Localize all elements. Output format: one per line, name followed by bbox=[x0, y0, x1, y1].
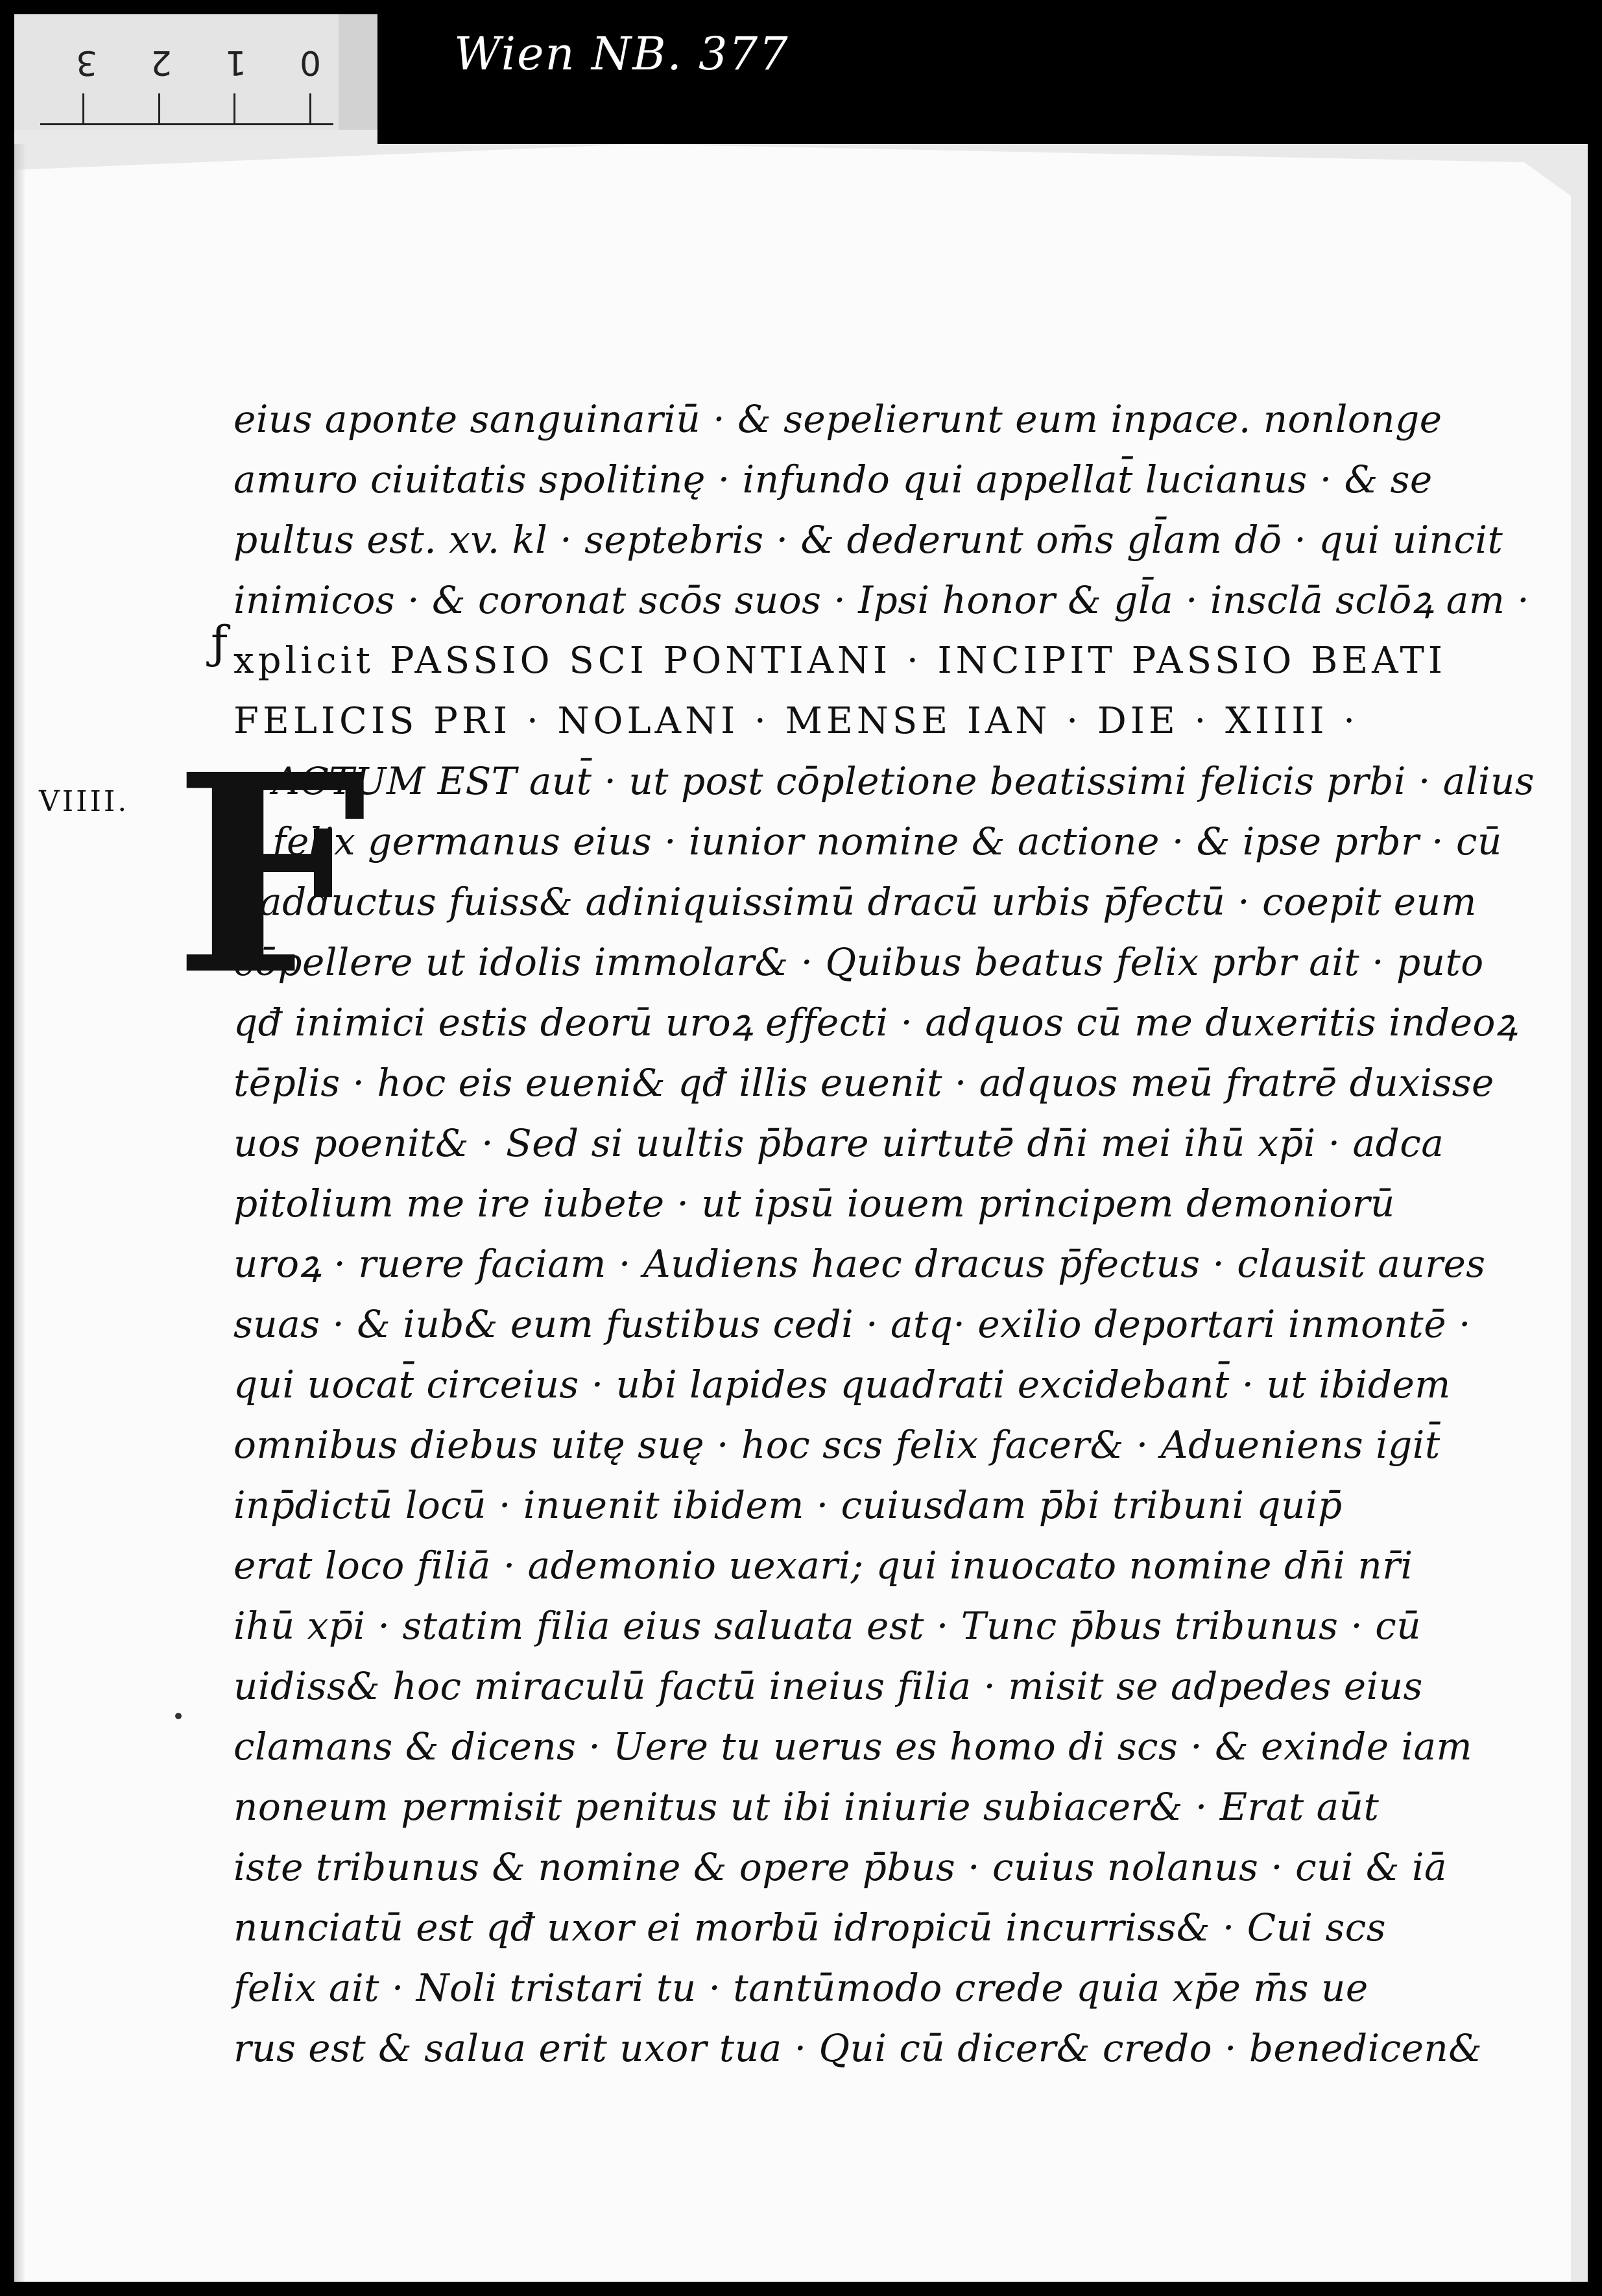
text-line: pultus est. xv. kl · septebris · & dederunt om̄s gl̄am dō · qui uincit bbox=[233, 518, 1503, 562]
text-line: ACTUM EST aut̄ · ut post cōpletione beatissimi felicis prbi · alius bbox=[272, 759, 1535, 803]
text-line: adductus fuiss& adiniquissimū dracū urbis p̄fectū · coepit eum bbox=[259, 880, 1477, 924]
text-line: erat loco filiā · ademonio uexari; qui inuocato nomine dn̄i nr̄i bbox=[233, 1543, 1413, 1588]
ruler-number: 2 bbox=[150, 43, 173, 82]
margin-dot bbox=[175, 1713, 182, 1719]
decorated-initial: F bbox=[174, 716, 368, 1035]
rubric-line: xplicit PASSIO SCI PONTIANI · INCIPIT PASSIO BEATI bbox=[233, 640, 1447, 682]
text-line: iste tribunus & nomine & opere p̄bus · cuius nolanus · cui & iā bbox=[233, 1845, 1448, 1889]
ruler-tick bbox=[158, 93, 160, 125]
text-line: amuro ciuitatis spolitinę · infundo qui appellat̄ lucianus · & se bbox=[233, 457, 1433, 501]
text-line: cōpellere ut idolis immolar& · Quibus beatus felix prbr ait · puto bbox=[233, 940, 1484, 984]
text-line: felix ait · Noli tristari tu · tantūmodo crede quia xp̄e m̄s ue bbox=[233, 1966, 1369, 2010]
ruler-number: 3 bbox=[76, 43, 98, 82]
text-line: qui uocat̄ circeius · ubi lapides quadrati excidebant̄ · ut ibidem bbox=[233, 1362, 1451, 1407]
text-line: clamans & dicens · Uere tu uerus es homo di scs · & exinde iam bbox=[233, 1724, 1473, 1769]
text-line: ihū xp̄i · statim filia eius saluata est · Tunc p̄bus tribunus · cū bbox=[233, 1604, 1422, 1648]
ruler-strip bbox=[14, 14, 339, 130]
text-line: inp̄dictū locū · inuenit ibidem · cuiusdam p̄bi tribuni quip̄ bbox=[233, 1483, 1343, 1527]
text-line: noneum permisit penitus ut ibi iniurie subiacer& · Erat aūt bbox=[233, 1785, 1380, 1829]
text-line: eius aponte sanguinariū · & sepelierunt eum inpace. nonlonge bbox=[233, 397, 1442, 441]
page-edge-shadow bbox=[14, 144, 26, 2282]
text-line: uroꝝ · ruere faciam · Audiens haec dracus p̄fectus · clausit aures bbox=[233, 1242, 1486, 1286]
ruler-tick bbox=[82, 93, 84, 125]
text-line: qđ inimici estis deorū uroꝝ effecti · adquos cū me duxeritis indeoꝝ bbox=[233, 1000, 1518, 1045]
text-line: omnibus diebus uitę suę · hoc scs felix facer& · Adueniens igit̄ bbox=[233, 1423, 1441, 1467]
marginal-chapter-number: VIIII. bbox=[39, 785, 130, 818]
text-line: tēplis · hoc eis eueni& qđ illis euenit · adquos meū fratrē duxisse bbox=[233, 1061, 1494, 1105]
text-line: felix germanus eius · iunior nomine & actione · & ipse prbr · cū bbox=[272, 819, 1502, 864]
rubric-line: FELICIS PRI · NOLANI · MENSE IAN · DIE · XIIII · bbox=[233, 700, 1359, 742]
text-line: inimicos · & coronat scōs suos · Ipsi honor & gl̄a · insclā sclōꝝ am · bbox=[233, 578, 1530, 622]
scale-ruler bbox=[14, 14, 377, 130]
ruler-tick bbox=[233, 93, 235, 125]
text-line: pitolium me ire iubete · ut ipsū iouem principem demoniorū bbox=[233, 1181, 1395, 1226]
text-line: uos poenit& · Sed si uultis p̄bare uirtutē dn̄i mei ihū xp̄i · adca bbox=[233, 1121, 1444, 1165]
ruler-number: 0 bbox=[300, 43, 322, 82]
manuscript-text bbox=[233, 389, 1583, 2079]
ruler-tick bbox=[309, 93, 311, 125]
ruler-number: 1 bbox=[225, 43, 247, 82]
text-line: uidiss& hoc miraculū factū ineius filia · misit se adpedes eius bbox=[233, 1664, 1423, 1708]
text-line: nunciatū est qđ uxor ei morbū idropicū incurriss& · Cui scs bbox=[233, 1905, 1387, 1950]
text-line: suas · & iub& eum fustibus cedi · atq· exilio deportari inmontē · bbox=[233, 1302, 1471, 1346]
shelfmark-label: Wien NB. 377 bbox=[454, 27, 789, 80]
text-line: rus est & salua erit uxor tua · Qui cū dicer& credo · benedicen& bbox=[233, 2026, 1483, 2070]
marginal-mark: ƒ bbox=[211, 616, 228, 670]
